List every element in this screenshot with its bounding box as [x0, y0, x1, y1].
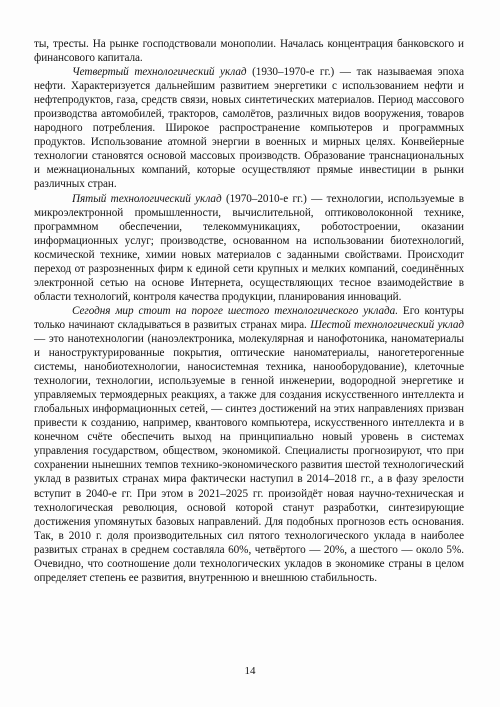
- paragraph-1-text: ты, тресты. На рынке господствовали монополии. Началась концентрация банковского и финансового капитала.: [34, 38, 464, 65]
- paragraph-fourth-order: [34, 65, 464, 191]
- paragraph-sixth-order-text-2: — это нанотехнологии (наноэлектроника, молекулярная и нанофотоника, наноматериалы и наноструктурированные покрытия, оптические наноматериалы, наногетерогенные системы, нанобиотехнологии, наносистемная техника, нанооборудование), клеточные технологии, технологии, используемые в генной инженерии, водородной энергетике и управляемых термоядерных реакциях, а также для создания искусственного интеллекта и глобальных информационных сетей, — синтез достижений на этих направлениях призван привести к созданию, например, квантового компьютера, искусственного интеллекта и в конечном счёте обеспечить выход на принципиально новый уровень в системах управления государством, обществом, экономикой. Специалисты прогнозируют, что при сохранении нынешних темпов технико-экономического развития шестой технологический уклад в развитых странах мира фактически наступил в 2014–2018 гг., а в фазу зрелости вступит в 2040-е гг. При этом в 2021–2025 гг. произойдёт новая научно-техническая и технологическая революция, основой которой станут разработки, синтезирующие достижения упомянутых базовых направлений. Для подобных прогнозов есть основания. Так, в 2010 г. доля производительных сил пятого технологического уклада в наиболее развитых странах в среднем составляла 60%, четвёртого — 20%, а шестого — около 5%. Очевидно, что соотношение доли технологических укладов в экономике страны в целом определяет степень ее развития, внутреннюю и внешнюю стабильность.: [34, 332, 464, 584]
- paragraph-fourth-order-text: (1930–1970-е гг.) — так называемая эпоха нефти. Характеризуется дальнейшим развитием энергетики с использованием нефти и нефтепродуктов, газа, средств связи, новых синтетических материалов. Период массового производства автомобилей, тракторов, самолётов, различных видов вооружения, товаров народного потребления. Широкое распространение компьютеров и программных продуктов. Использование атомной энергии в военных и мирных целях. Конвейерные технологии становятся основой массовых производств. Образование транснациональных и межнациональных компаний, которые осуществляют прямые инвестиции в рынки различных стран.: [34, 66, 464, 191]
- term-sixth-order: Шестой технологический уклад: [310, 318, 464, 331]
- paragraph-fifth-order-text: (1970–2010-е гг.) — технологии, используемые в микроэлектронной промышленности, вычислительной, оптиковолоконной технике, программном обеспечении, телекоммуникациях, роботостроении, оказании информационных услуг; производстве, основанном на использовании биотехнологий, космической технике, химии новых материалов с заданными свойствами. Происходит переход от разрозненных фирм к единой сети крупных и мелких компаний, соединённых электронной сетью на основе Интернета, осуществляющих тесное взаимодействие в области технологий, контроля качества продукции, планирования инноваций.: [34, 192, 464, 303]
- page-number: 14: [244, 665, 256, 677]
- term-fourth-order: Четвертый технологический уклад: [72, 66, 247, 79]
- text-body: [34, 37, 464, 585]
- paragraph-sixth-order: [34, 304, 464, 585]
- paragraph-sixth-order-text-1: Его контуры только начинают складываться в развитых странах мира.: [34, 304, 464, 331]
- paragraph-fifth-order: [34, 192, 464, 304]
- term-fifth-order: Пятый технологический уклад: [72, 192, 222, 205]
- lead-sixth-order: Сегодня мир стоит на пороге шестого технологического уклада.: [72, 304, 398, 317]
- paragraph-1: [34, 37, 464, 65]
